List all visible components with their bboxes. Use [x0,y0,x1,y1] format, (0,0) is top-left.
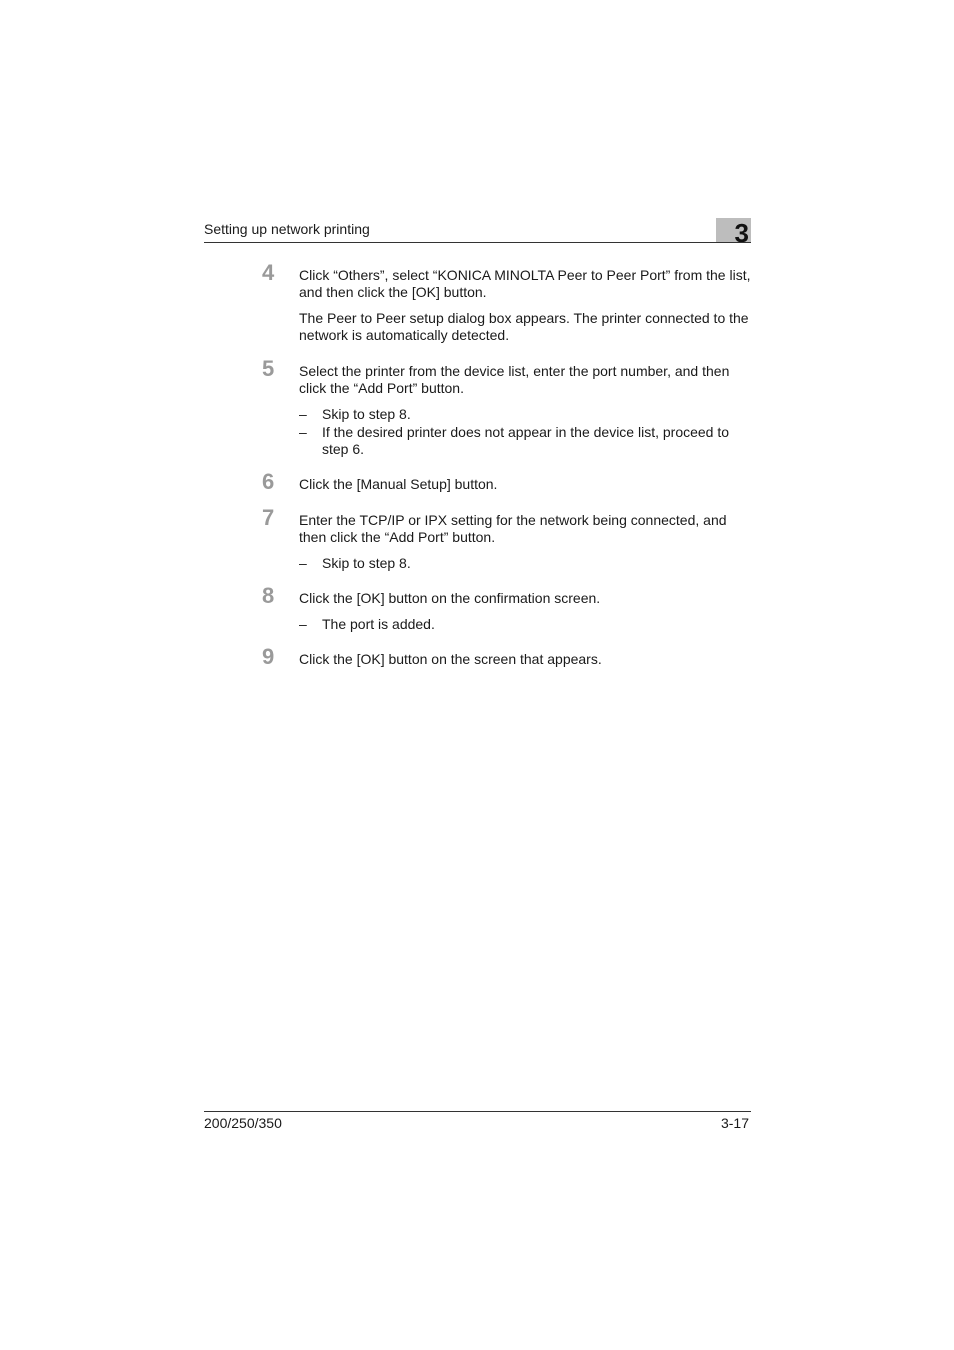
step-4-text: Click “Others”, select “KONICA MINOLTA Peer to Peer Port” from the list, and then click the [OK] button. [299,267,751,300]
chapter-number: 3 [734,218,749,248]
bullet-dash: – [299,555,307,571]
step-number-8: 8 [262,583,275,608]
step-8-text: Click the [OK] button on the confirmation screen. [299,590,601,606]
step-4-note: The Peer to Peer setup dialog box appears. The printer connected to the network is automatically detected. [299,310,749,343]
bullet-dash: – [299,616,307,632]
step-6-text: Click the [Manual Setup] button. [299,476,498,492]
step-7-bullet-1 [299,555,754,572]
step-number-9: 9 [262,644,275,669]
step-number-5: 5 [262,356,275,381]
bullet-text: Skip to step 8. [322,555,411,571]
bullet-text: The port is added. [322,616,435,632]
step-5-text: Select the printer from the device list, enter the port number, and then click the “Add Port” button. [299,363,730,396]
footer-model: 200/250/350 [204,1115,282,1131]
step-5-bullet-2 [299,424,754,458]
step-9-text: Click the [OK] button on the screen that appears. [299,651,602,667]
step-number-4: 4 [262,260,275,285]
step-5-bullet-1 [299,406,754,423]
step-8-bullet-1 [299,616,754,633]
step-number-7: 7 [262,505,275,530]
running-header-title: Setting up network printing [204,221,370,237]
bullet-text: Skip to step 8. [322,406,411,422]
bullet-text: If the desired printer does not appear in the device list, proceed to step 6. [322,424,730,457]
step-number-6: 6 [262,469,275,494]
bullet-dash: – [299,406,307,422]
header-divider [204,242,751,243]
footer-page-number: 3-17 [720,1115,749,1131]
footer-divider [204,1111,751,1112]
bullet-dash: – [299,424,307,440]
step-7-text: Enter the TCP/IP or IPX setting for the network being connected, and then click the “Add Port” button. [299,512,727,545]
chapter-tab [716,218,751,248]
